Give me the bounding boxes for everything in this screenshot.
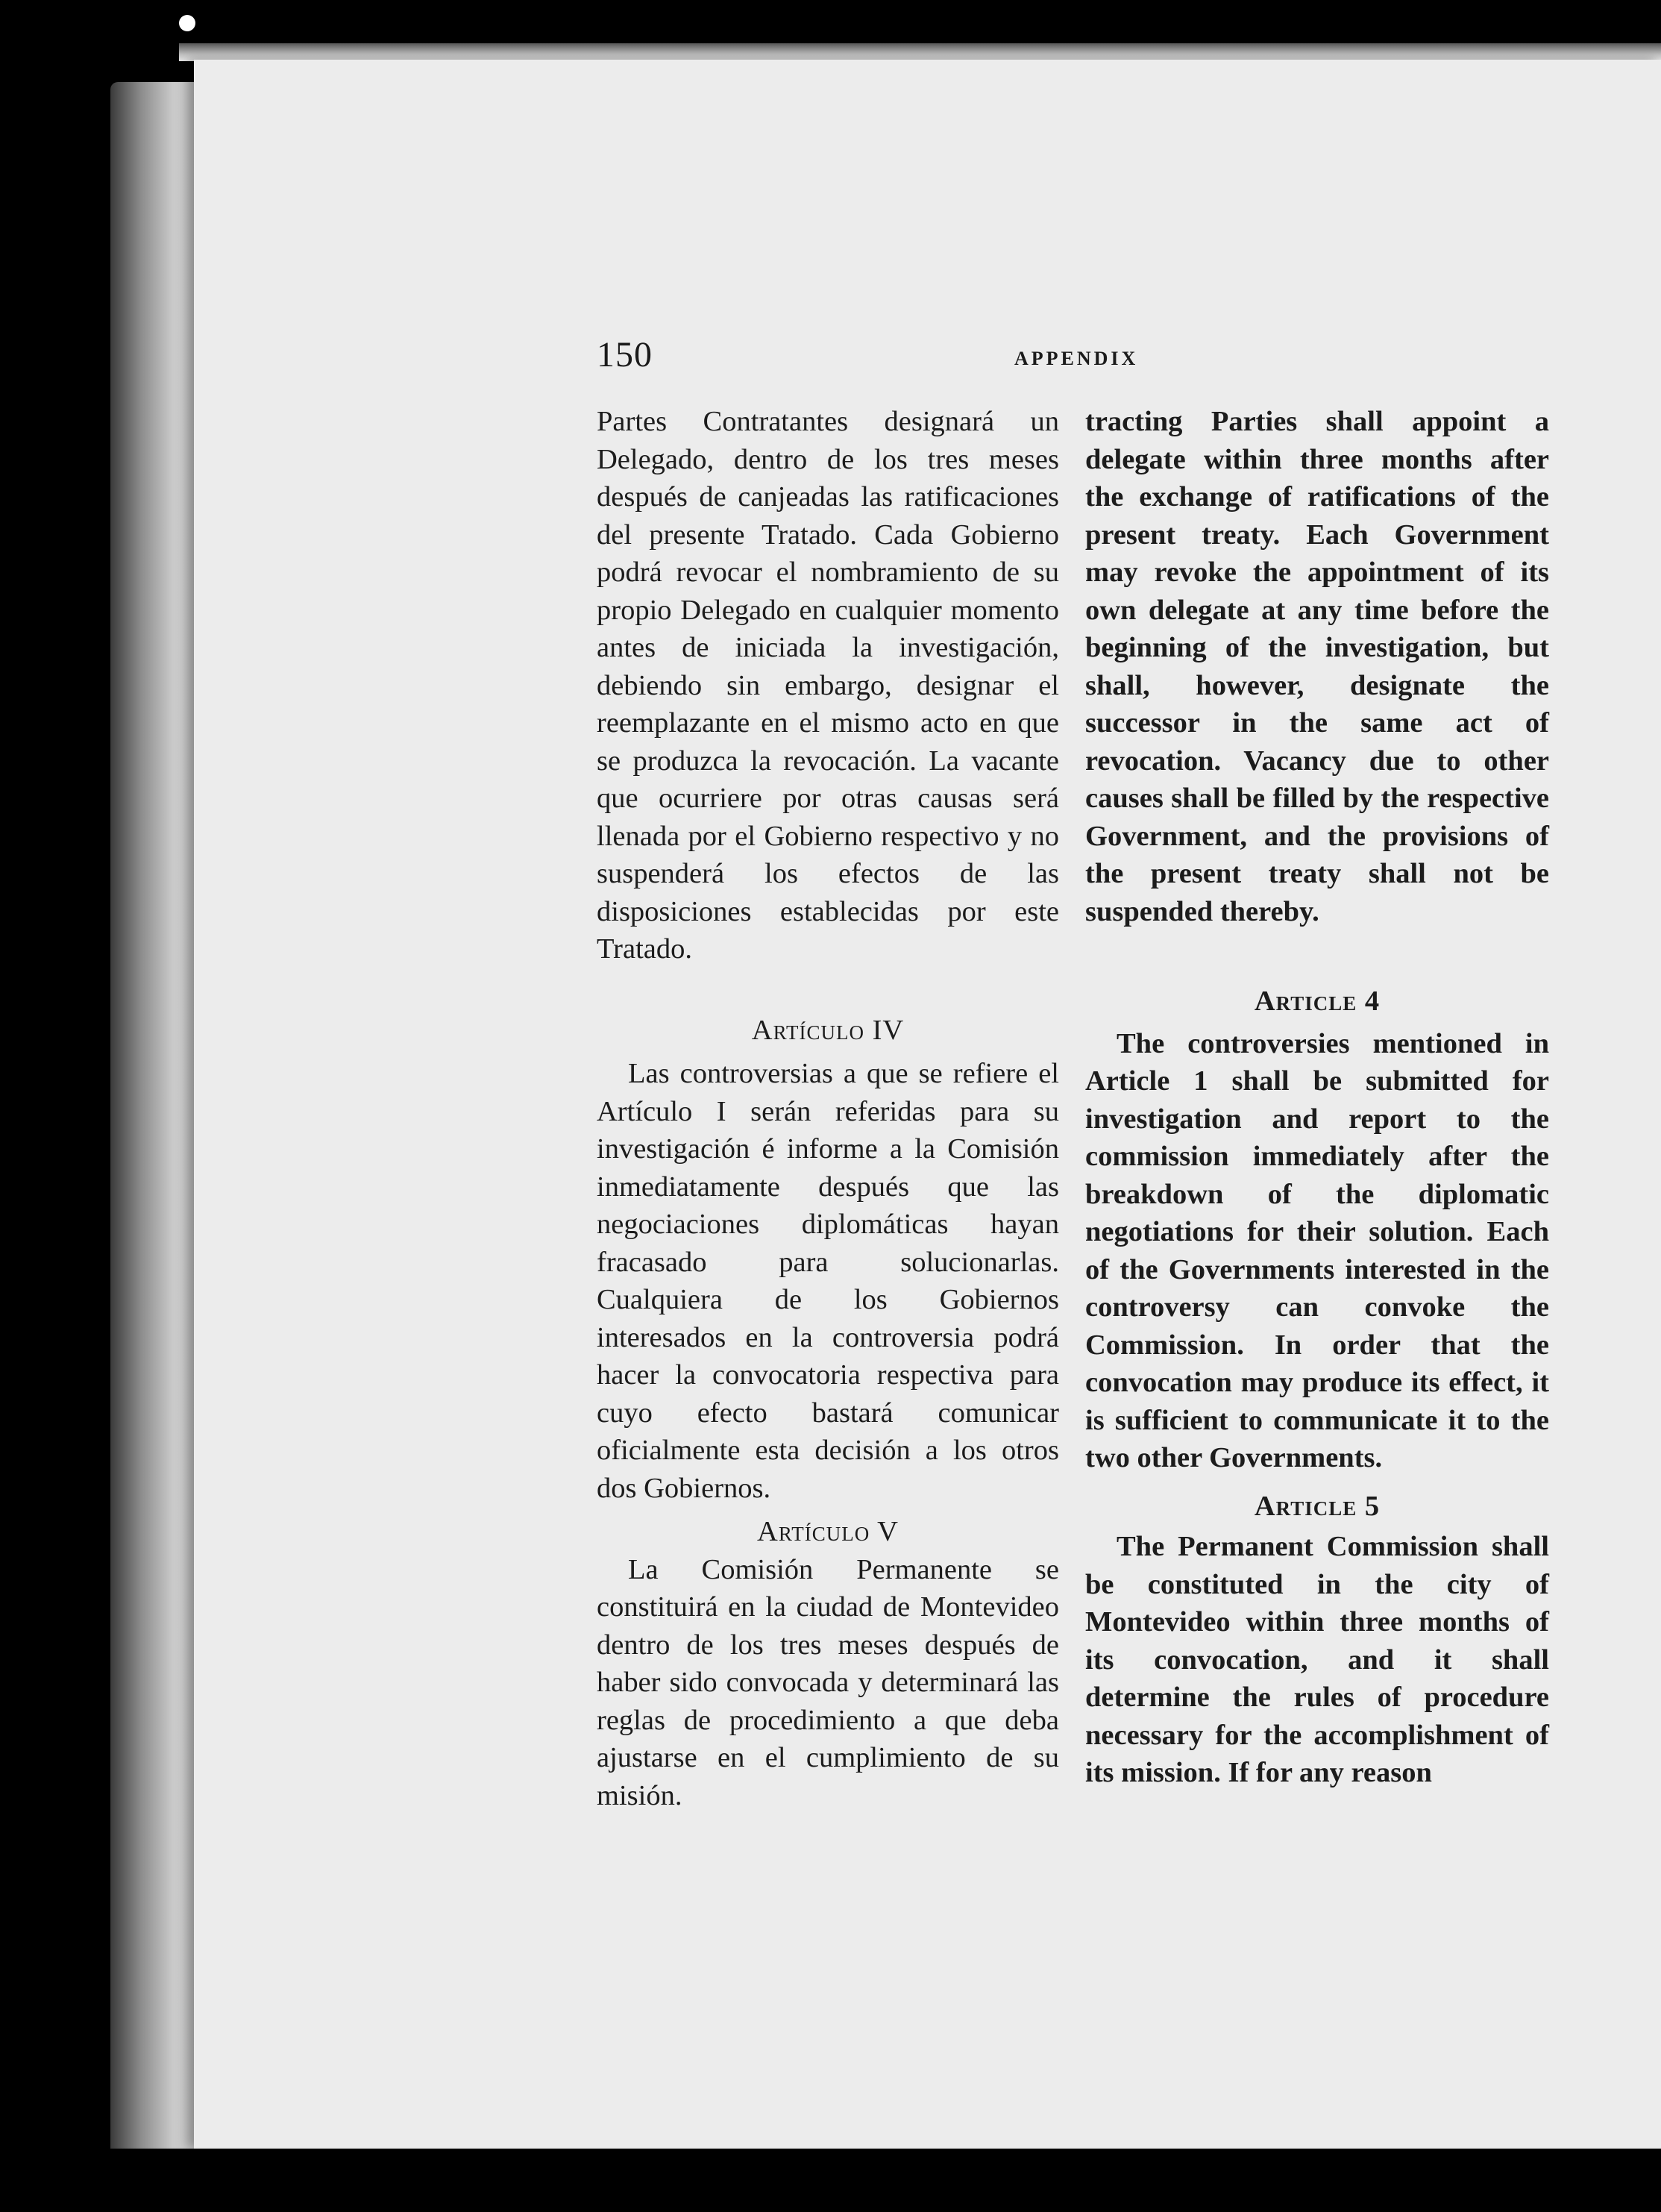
scan-speck: [179, 15, 195, 31]
page-top-edge: [179, 43, 1661, 61]
spanish-paragraph-1: Partes Contratantes designará un Delegado, dentro de los tres meses después de canjeadas las ratificaciones del presente Tratado. Cada Gobierno podrá revocar el nombramiento de su propio Delegado en cualquier momento antes de iniciada la investigación, debiendo sin embargo, designar el reemplazante en el mismo acto en que se produzca la revocación. La vacante que ocurriere por otras causas será llenada por el Gobierno respectivo y no suspenderá los efectos de las disposiciones establecidas por este Tratado.: [597, 406, 1059, 965]
english-paragraph-article-5: The Permanent Commission shall be constituted in the city of Montevideo within three months of its convocation, and it shall determine the rules of procedure necessary for the accomplishment of its mission. If for any reason: [1085, 1531, 1549, 1788]
english-paragraph-article-4: The controversies mentioned in Article 1 shall be submitted for investigation and report to the commission immediately after the breakdown of the diplomatic negotiations for their solution. Each of the Governments interested in the controversy can convoke the Commission. In order that the convocation may produce its effect, it is sufficient to communicate it to the two other Governments.: [1085, 1027, 1549, 1473]
running-head-title: APPENDIX: [1014, 348, 1139, 369]
english-heading-article-4: Article 4: [1254, 986, 1381, 1017]
english-column: [1085, 403, 1549, 1792]
running-head: [0, 334, 1661, 379]
spanish-paragraph-article-iv: Las controversias a que se refiere el Artículo I serán referidas para su investigación é informe a la Comisión inmediatamente después que las negociaciones diplomáticas hayan fracasado para solucionarlas. Cualquiera de los Gobiernos interesados en la controversia podrá hacer la convocatoria respectiva para cuyo efecto bastará comunicar oficialmente esta decisión a los otros dos Gobiernos.: [597, 1058, 1059, 1504]
spanish-paragraph-article-v: La Comisión Permanente se constituirá en la ciudad de Montevideo dentro de los tres meses después de haber sido convocada y determinará las reglas de procedimiento a que deba ajustarse en el cumplimiento de su misión.: [597, 1553, 1059, 1811]
english-heading-article-5: Article 5: [1254, 1490, 1381, 1522]
spanish-heading-article-iv: Artículo IV: [751, 1014, 905, 1046]
page-number: 150: [597, 335, 653, 375]
english-paragraph-1: tracting Parties shall appoint a delegate within three months after the exchange of ratifications of the present treaty. Each Government may revoke the appointment of its own delegate at any time before the beginning of the investigation, but shall, however, designate the successor in the same act of revocation. Vacancy due to other causes shall be filled by the respective Government, and the provisions of the present treaty shall not be suspended thereby.: [1085, 406, 1549, 927]
spanish-column: [597, 403, 1059, 1814]
spanish-heading-article-v: Artículo V: [757, 1516, 899, 1547]
